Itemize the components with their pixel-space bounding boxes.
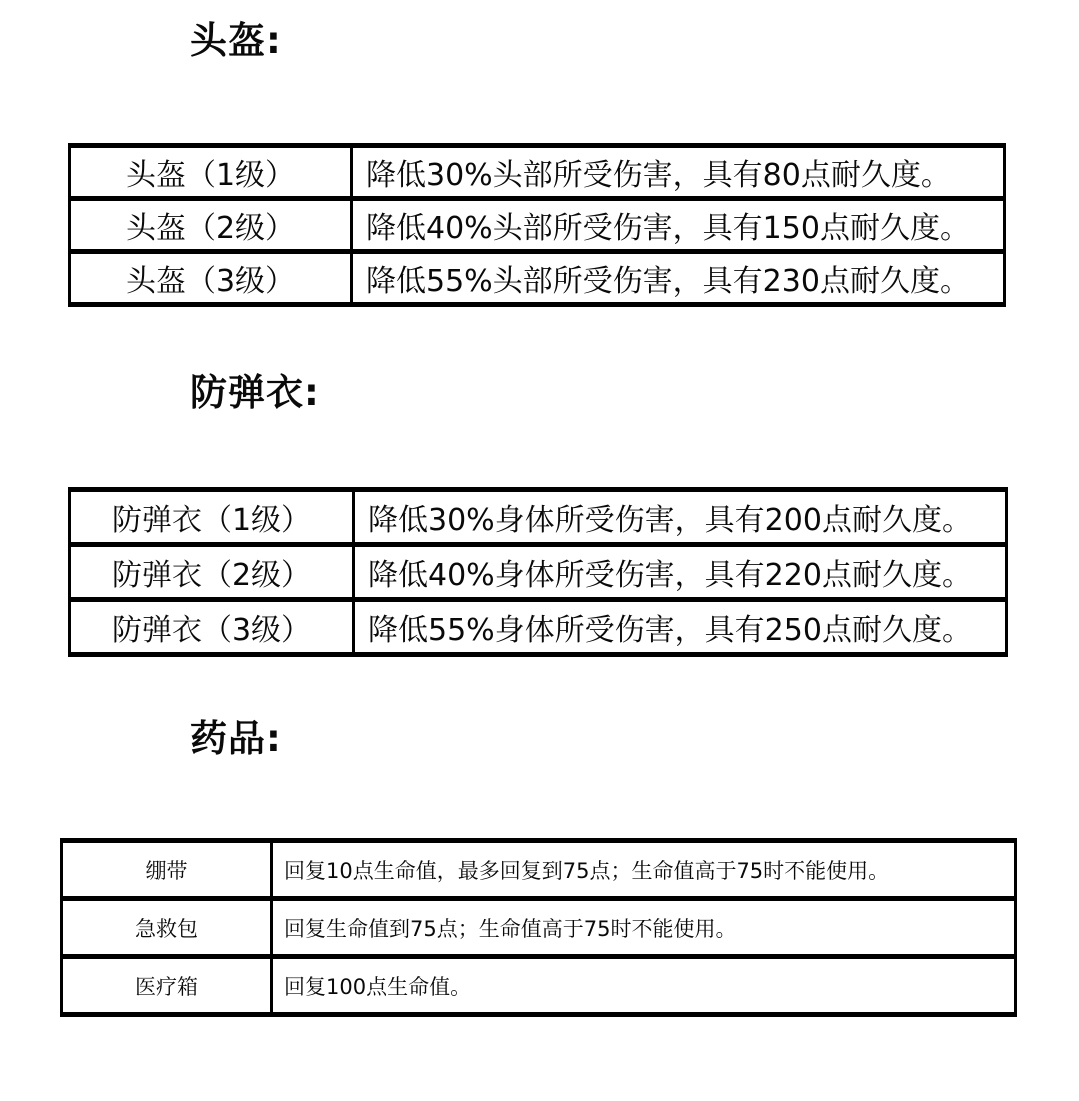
item-name-cell: 医疗箱: [62, 957, 272, 1015]
item-effect-cell: 回复100点生命值。: [272, 957, 1016, 1015]
table-row: [70, 252, 1005, 305]
table-row: [62, 841, 1016, 899]
section-heading-medicine: 药品:: [190, 717, 282, 760]
item-effect-cell: 回复10点生命值，最多回复到75点；生命值高于75时不能使用。: [272, 841, 1016, 899]
table-row: [70, 146, 1005, 199]
item-effect-cell: 降低30%身体所受伤害，具有200点耐久度。: [354, 490, 1007, 545]
vest-table: [68, 487, 1008, 657]
item-name-cell: 急救包: [62, 899, 272, 957]
item-effect-cell: 降低55%头部所受伤害，具有230点耐久度。: [352, 252, 1005, 305]
table-row: [62, 899, 1016, 957]
section-heading-vest: 防弹衣:: [190, 371, 320, 414]
item-effect-cell: 降低40%头部所受伤害，具有150点耐久度。: [352, 199, 1005, 252]
item-effect-cell: 回复生命值到75点；生命值高于75时不能使用。: [272, 899, 1016, 957]
table-row: [70, 545, 1007, 600]
table-row: [70, 490, 1007, 545]
table-row: [62, 957, 1016, 1015]
item-name-cell: 头盔（1级）: [70, 146, 352, 199]
item-effect-cell: 降低55%身体所受伤害，具有250点耐久度。: [354, 600, 1007, 655]
item-name-cell: 绷带: [62, 841, 272, 899]
item-effect-cell: 降低30%头部所受伤害，具有80点耐久度。: [352, 146, 1005, 199]
item-name-cell: 防弹衣（3级）: [70, 600, 354, 655]
table-row: [70, 199, 1005, 252]
item-effect-cell: 降低40%身体所受伤害，具有220点耐久度。: [354, 545, 1007, 600]
table-row: [70, 600, 1007, 655]
item-name-cell: 头盔（2级）: [70, 199, 352, 252]
item-name-cell: 防弹衣（1级）: [70, 490, 354, 545]
item-name-cell: 防弹衣（2级）: [70, 545, 354, 600]
section-heading-helmet: 头盔:: [190, 19, 282, 62]
helmet-table: [68, 143, 1006, 307]
medicine-table: [60, 838, 1017, 1017]
item-name-cell: 头盔（3级）: [70, 252, 352, 305]
